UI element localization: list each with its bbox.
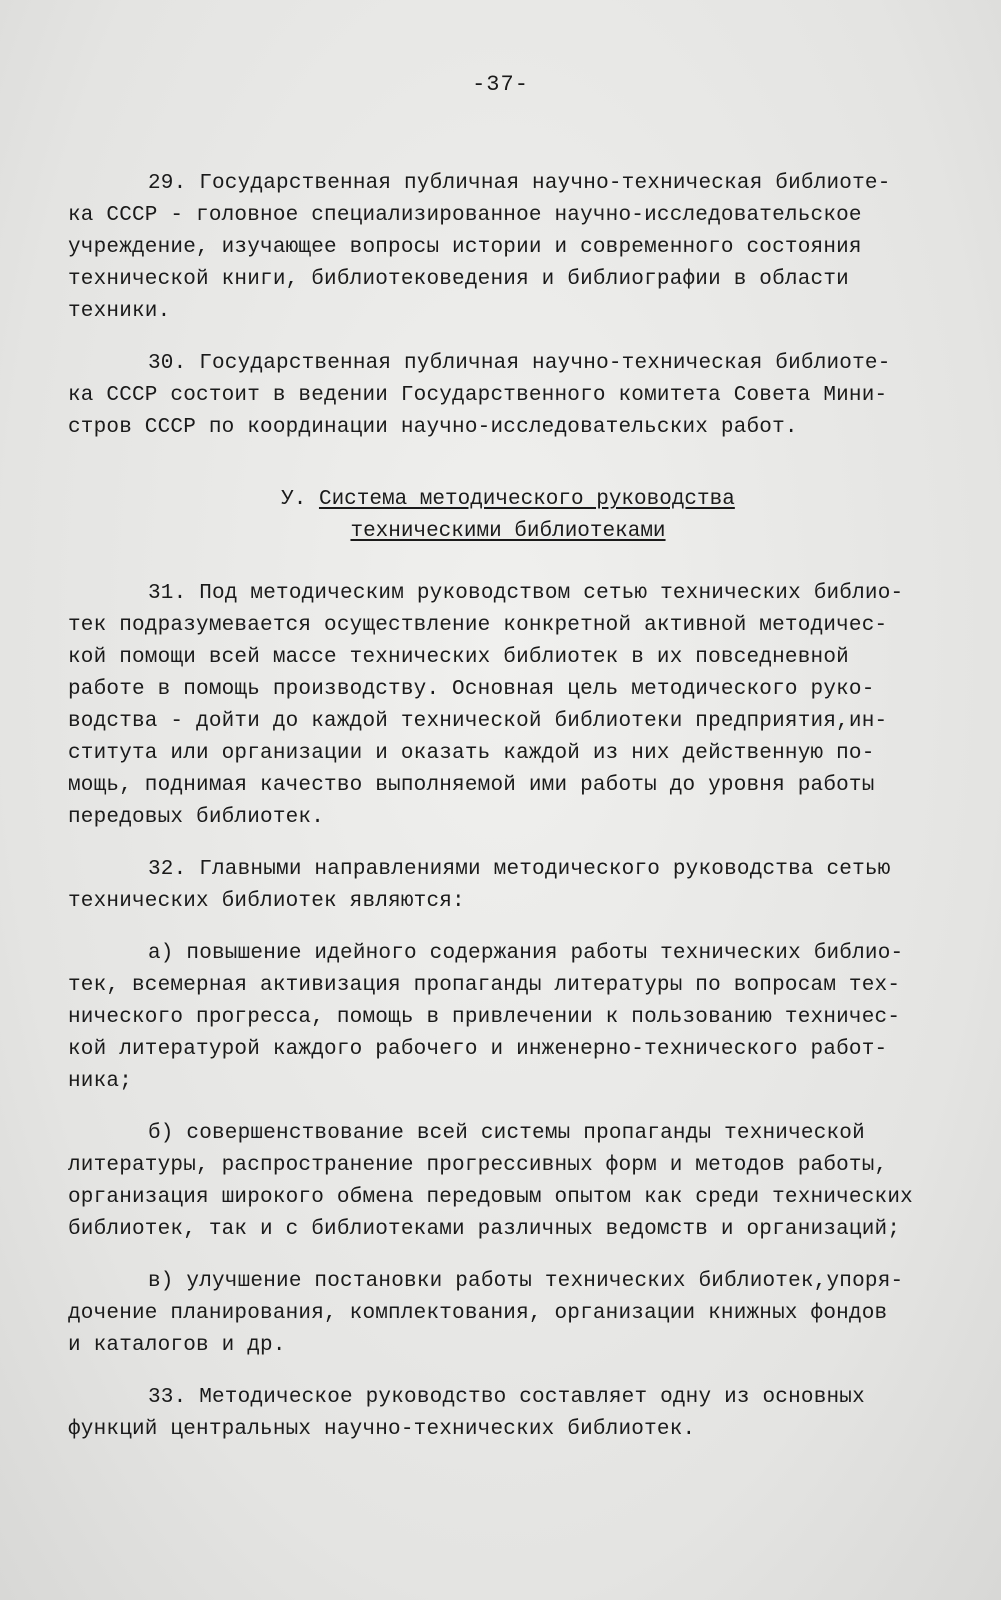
text-line: кой помощи всей массе технических библиотек в их повседневной — [68, 646, 849, 669]
text-line: учреждение, изучающее вопросы истории и современного состояния — [68, 236, 862, 259]
text-line: 29. Государственная публичная научно-техническая библиоте- — [148, 172, 891, 195]
text-line: ка СССР состоит в ведении Государственного комитета Совета Мини- — [68, 384, 888, 407]
text-line: передовых библиотек. — [68, 806, 325, 829]
text-line: библиотек, так и с библиотеками различных ведомств и организаций; — [68, 1218, 901, 1241]
paragraph-29 — [68, 168, 948, 328]
text-line: б) совершенствование всей системы пропаганды технической — [148, 1122, 865, 1145]
paragraph-30 — [68, 348, 948, 444]
text-line: стров СССР по координации научно-исследовательских работ. — [68, 416, 798, 439]
section-heading — [68, 484, 948, 548]
text-line: а) повышение идейного содержания работы технических библио- — [148, 942, 904, 965]
text-line: техники. — [68, 300, 171, 323]
text-line: 33. Методическое руководство составляет одну из основных — [148, 1386, 865, 1409]
text-line: тек подразумевается осуществление конкретной активной методичес- — [68, 614, 888, 637]
text-line: нического прогресса, помощь в привлечении к пользованию техничес- — [68, 1006, 901, 1029]
text-line: технической книги, библиотековедения и библиографии в области — [68, 268, 849, 291]
text-line: ка СССР - головное специализированное научно-исследовательское — [68, 204, 862, 227]
section-heading-line-2 — [68, 516, 948, 548]
section-heading-line-1 — [68, 484, 948, 516]
paragraph-32 — [68, 854, 948, 918]
text-line: и каталогов и др. — [68, 1334, 286, 1357]
text-line: водства - дойти до каждой технической библиотеки предприятия,ин- — [68, 710, 888, 733]
text-line: функций центральных научно-технических библиотек. — [68, 1418, 696, 1441]
text-line: тек, всемерная активизация пропаганды литературы по вопросам тех- — [68, 974, 901, 997]
text-line: кой литературой каждого рабочего и инженерно-технического работ- — [68, 1038, 888, 1061]
text-line: технических библиотек являются: — [68, 890, 465, 913]
page-number: -37- — [472, 72, 529, 97]
document-body — [68, 168, 948, 1446]
text-line: мощь, поднимая качество выполняемой ими работы до уровня работы — [68, 774, 875, 797]
section-title-part-1: Система методического руководства — [318, 488, 735, 511]
text-line: 32. Главными направлениями методического руководства сетью — [148, 858, 891, 881]
text-line: дочение планирования, комплектования, организации книжных фондов — [68, 1302, 888, 1325]
paragraph-33 — [68, 1382, 948, 1446]
text-line: 30. Государственная публичная научно-техническая библиоте- — [148, 352, 891, 375]
section-number: У. — [281, 488, 307, 511]
list-item-v — [68, 1266, 948, 1362]
text-line: литературы, распространение прогрессивных форм и методов работы, — [68, 1154, 888, 1177]
text-line: работе в помощь производству. Основная цель методического руко- — [68, 678, 875, 701]
text-line: организация широкого обмена передовым опытом как среди технических — [68, 1186, 913, 1209]
section-title-part-2: техническими библиотеками — [350, 520, 666, 543]
text-line: в) улучшение постановки работы технических библиотек,упоря- — [148, 1270, 904, 1293]
text-line: ститута или организации и оказать каждой из них действенную по- — [68, 742, 875, 765]
text-line: ника; — [68, 1070, 133, 1093]
list-item-b — [68, 1118, 948, 1246]
text-line: 31. Под методическим руководством сетью технических библио- — [148, 582, 904, 605]
list-item-a — [68, 938, 948, 1098]
paragraph-31 — [68, 578, 948, 834]
